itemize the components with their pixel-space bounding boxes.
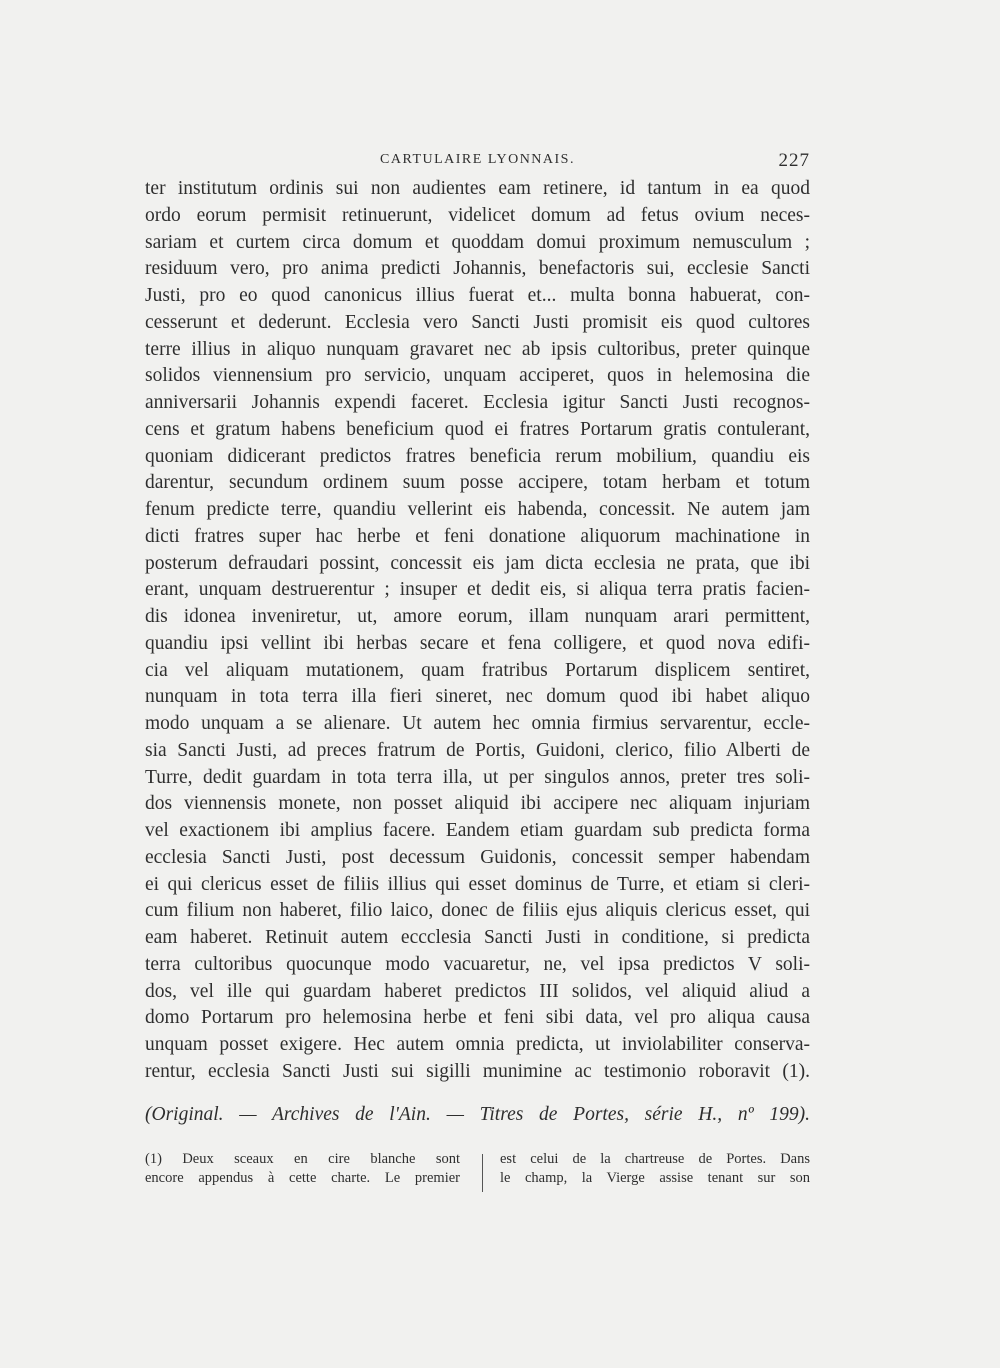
running-title: CARTULAIRE LYONNAIS. <box>380 152 575 167</box>
text-line: domo Portarum pro helemosina herbe et feni sibi data, vel pro aliqua causa <box>145 1007 810 1029</box>
text-line: posterum defraudari possint, concessit eis jam dicta ecclesia ne prata, que ibi <box>145 552 810 574</box>
text-line: sariam et curtem circa domum et quoddam domui proximum nemusculum ; <box>145 231 810 253</box>
text-line: erant, unquam destruerentur ; insuper et dedit eis, si aliqua terra pratis facien- <box>145 579 810 601</box>
text-line: anniversarii Johannis expendi faceret. Ecclesia igitur Sancti Justi recognos- <box>145 392 810 413</box>
text-line: dicti fratres super hac herbe et feni donatione aliquorum machinatione in <box>145 525 810 547</box>
footnote-line: le champ, la Vierge assise tenant sur son <box>500 1170 810 1186</box>
text-line: dos, vel ille qui guardam haberet predictos III solidos, vel aliquid aliud a <box>145 980 810 1002</box>
text-line: vel exactionem ibi amplius facere. Eandem etiam guardam sub predicta forma <box>145 820 810 841</box>
running-head <box>145 150 810 174</box>
text-line: fenum predicte terre, quandiu vellerint eis habenda, concessit. Ne autem jam <box>145 499 810 520</box>
text-line: modo unquam a se alienare. Ut autem hec omnia firmius servarentur, eccle- <box>145 713 810 734</box>
text-line: quandiu ipsi vellint ibi herbas secare et fena colligere, et quod nova edifi- <box>145 632 810 654</box>
text-line: ordo eorum permisit retinuerunt, videlicet domum ad fetus ovium neces- <box>145 204 810 226</box>
text-line: cens et gratum habens beneficium quod ei fratres Portarum gratis contulerant, <box>145 418 810 440</box>
text-line: darentur, secundum ordinem suum posse accipere, totam herbam et totum <box>145 472 810 494</box>
text-line: eam haberet. Retinuit autem eccclesia Sancti Justi in conditione, si predicta <box>145 927 810 948</box>
text-line: nunquam in tota terra illa fieri sineret, nec domum quod ibi habet aliquo <box>145 686 810 708</box>
text-line: ei qui clericus esset de filiis illius qui esset dominus de Turre, et etiam si cleri- <box>145 873 810 895</box>
text-line: quoniam didicerant predictos fratres beneficia rerum mobilium, quandiu eis <box>145 445 810 467</box>
text-line: unquam posset exigere. Hec autem omnia predicta, ut inviolabiliter conserva- <box>145 1034 810 1055</box>
text-line: dos viennensis monete, non posset aliquid ibi accipere nec aliquam injuriam <box>145 793 810 815</box>
text-line: ecclesia Sancti Justi, post decessum Guidonis, concessit semper habendam <box>145 846 810 868</box>
footnote-line: (1) Deux sceaux en cire blanche sont <box>145 1151 460 1167</box>
text-line: Turre, dedit guardam in tota terra illa, ut per singulos annos, preter tres soli- <box>145 766 810 788</box>
footnotes <box>145 1150 810 1200</box>
footnote-line: encore appendus à cette charte. Le premier <box>145 1170 460 1186</box>
text-line: terre illius in aliquo nunquam gravaret nec ab ipsis cultoribus, preter quinque <box>145 338 810 360</box>
page-number: 227 <box>778 150 810 171</box>
text-line: sia Sancti Justi, ad preces fratrum de Portis, Guidoni, clerico, filio Alberti de <box>145 739 810 761</box>
column-divider <box>482 1154 483 1192</box>
text-line: cum filium non haberet, filio laico, donec de filiis ejus aliquis clericus esset, qui <box>145 900 810 922</box>
text-line: dis idonea inveniretur, ut, amore eorum, illam nunquam arari permittent, <box>145 606 810 627</box>
text-line: terra cultoribus quocunque modo vacuaretur, ne, vel ipsa predictos V soli- <box>145 953 810 975</box>
footnote-column-right <box>500 1150 810 1188</box>
charter-body-text <box>145 176 810 1086</box>
footnote-line: est celui de la chartreuse de Portes. Dans <box>500 1151 810 1167</box>
footnote-column-left <box>145 1150 460 1188</box>
text-line: residuum vero, pro anima predicti Johannis, benefactoris sui, ecclesie Sancti <box>145 258 810 280</box>
text-line: ter institutum ordinis sui non audientes eam retinere, id tantum in ea quod <box>145 178 810 199</box>
source-citation: (Original. — Archives de l'Ain. — Titres de Portes, série H., nº 199). <box>145 1104 810 1125</box>
text-line: cia vel aliquam mutationem, quam fratribus Portarum displicem sentiret, <box>145 659 810 681</box>
text-line: Justi, pro eo quod canonicus illius fuerat et... multa bonna habuerat, con- <box>145 285 810 306</box>
text-line: solidos viennensium pro servicio, unquam acciperet, quos in helemosina die <box>145 365 810 387</box>
text-line: cesserunt et dederunt. Ecclesia vero Sancti Justi promisit eis quod cultores <box>145 311 810 333</box>
text-line: rentur, ecclesia Sancti Justi sui sigilli munimine ac testimonio roboravit (1). <box>145 1060 810 1082</box>
